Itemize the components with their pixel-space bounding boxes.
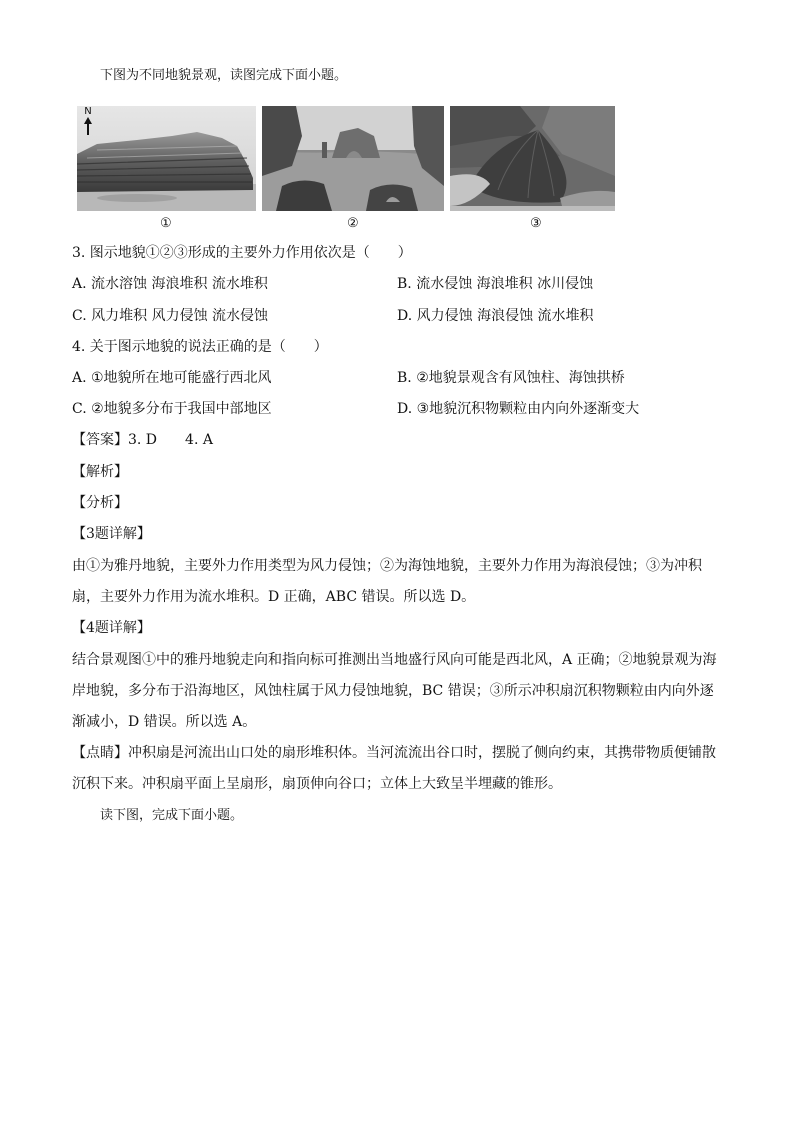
q4-option-c: C. ②地貌多分布于我国中部地区 bbox=[72, 401, 272, 417]
answer-tag: 【答案】 bbox=[72, 432, 128, 448]
photo-label-2: ② bbox=[347, 216, 359, 231]
q4-detail-tag: 【4题详解】 bbox=[72, 620, 151, 636]
q4-option-a: A. ①地貌所在地可能盛行西北风 bbox=[72, 370, 272, 386]
photo-label-1: ① bbox=[160, 216, 172, 231]
q4-option-d: D. ③地貌沉积物颗粒由内向外逐渐变大 bbox=[397, 401, 640, 417]
answer-text: 3. D 4. A bbox=[128, 432, 213, 448]
q3-detail-tag: 【3题详解】 bbox=[72, 526, 151, 542]
answer-line bbox=[72, 430, 213, 450]
intro-text-2: 读下图，完成下面小题。 bbox=[100, 808, 244, 823]
north-arrow-icon bbox=[84, 117, 92, 139]
q3-detail-line-2: 扇，主要外力作用为流水堆积。D 正确，ABC 错误。所以选 D。 bbox=[72, 589, 476, 605]
dianjing-tag: 【点睛】 bbox=[72, 745, 128, 761]
intro-text: 下图为不同地貌景观，读图完成下面小题。 bbox=[100, 68, 348, 83]
q3-option-b: B. 流水侵蚀 海浪堆积 冰川侵蚀 bbox=[397, 276, 594, 292]
q4-detail-line-3: 渐减小，D 错误。所以选 A。 bbox=[72, 714, 257, 730]
q4-stem: 4. 关于图示地貌的说法正确的是（ ） bbox=[72, 339, 328, 355]
photo-alluvial-fan bbox=[450, 106, 615, 211]
q4-detail-line-1: 结合景观图①中的雅丹地貌走向和指向标可推测出当地盛行风向可能是西北风，A 正确；②地貌景观为海 bbox=[72, 652, 717, 668]
q3-option-a: A. 流水溶蚀 海浪堆积 流水堆积 bbox=[72, 276, 268, 292]
dianjing-line-1 bbox=[72, 743, 716, 763]
q3-detail-line-1: 由①为雅丹地貌，主要外力作用类型为风力侵蚀；②为海蚀地貌，主要外力作用为海浪侵蚀；③为冲积 bbox=[72, 558, 702, 574]
photo-sea-erosion bbox=[262, 106, 444, 211]
north-label: N bbox=[84, 106, 92, 117]
dianjing-line-2: 沉积下来。冲积扇平面上呈扇形，扇顶伸向谷口；立体上大致呈半埋藏的锥形。 bbox=[72, 776, 562, 792]
dianjing-text-1: 冲积扇是河流出山口处的扇形堆积体。当河流流出谷口时，摆脱了侧向约束，其携带物质便铺散 bbox=[128, 745, 716, 761]
q3-stem: 3. 图示地貌①②③形成的主要外力作用依次是（ ） bbox=[72, 245, 412, 261]
fenxi-tag: 【分析】 bbox=[72, 495, 128, 511]
q3-option-d: D. 风力侵蚀 海浪侵蚀 流水堆积 bbox=[397, 308, 594, 324]
q4-detail-line-2: 岸地貌，多分布于沿海地区，风蚀柱属于风力侵蚀地貌，BC 错误；③所示冲积扇沉积物颗粒由内向外逐 bbox=[72, 683, 714, 699]
analysis-tag: 【解析】 bbox=[72, 464, 128, 480]
q4-option-b: B. ②地貌景观含有风蚀柱、海蚀拱桥 bbox=[397, 370, 625, 386]
photo-label-3: ③ bbox=[530, 216, 542, 231]
q3-option-c: C. 风力堆积 风力侵蚀 流水侵蚀 bbox=[72, 308, 269, 324]
photo-yardang bbox=[77, 106, 256, 211]
